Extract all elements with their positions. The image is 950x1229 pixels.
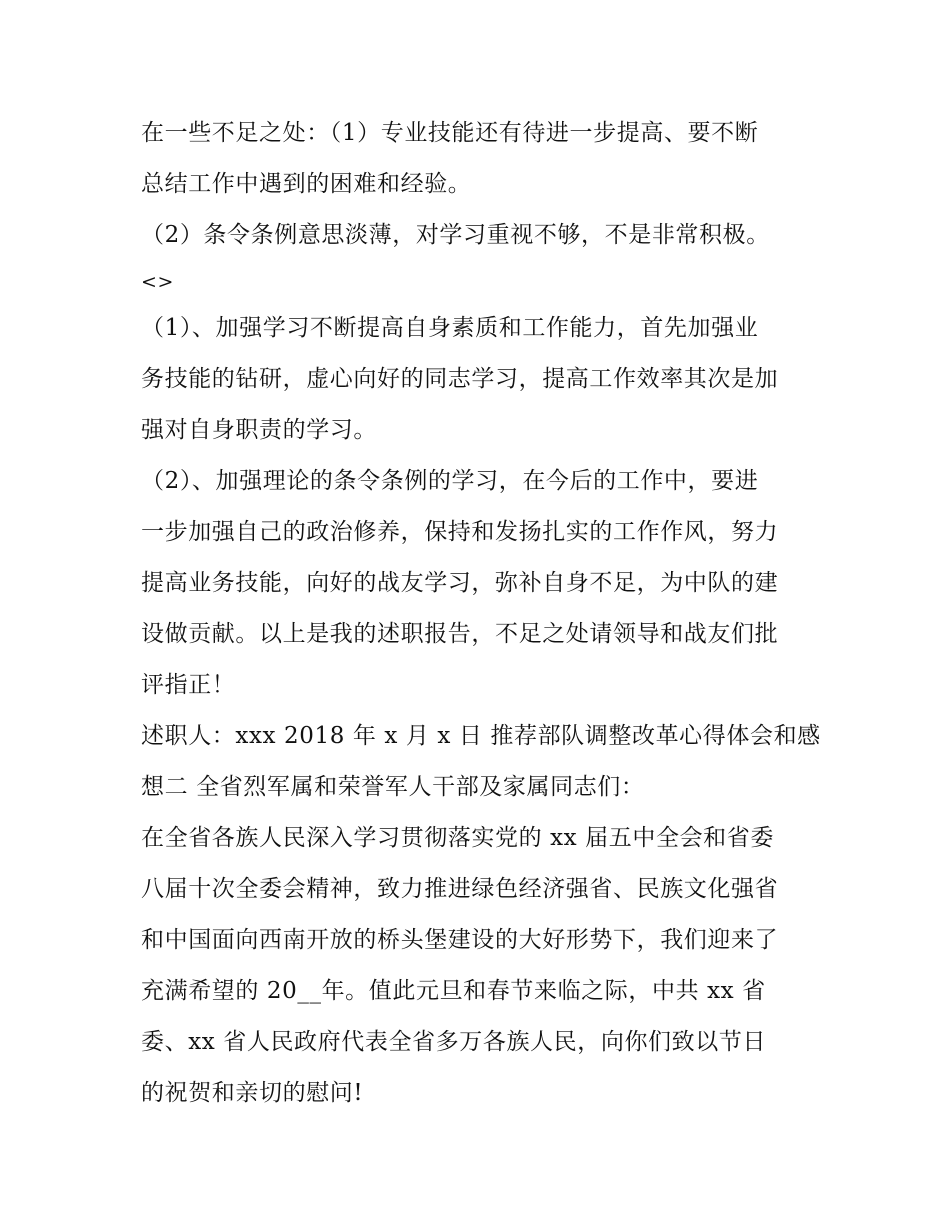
text-line: 委、xx 省人民政府代表全省多万各族人民，向你们致以节日 (141, 1029, 767, 1055)
text-line: 设做贡献。以上是我的述职报告，不足之处请领导和战友们批 (141, 621, 779, 647)
text-line: 评指正！ (141, 672, 236, 698)
text-line: 想二 全省烈军属和荣誉军人干部及家属同志们： (141, 774, 645, 800)
text-line: （1）、加强学习不断提高自身素质和工作能力，首先加强业 (141, 315, 759, 341)
text-line: （2）条令条例意思淡薄，对学习重视不够，不是非常积极。 (141, 222, 770, 248)
text-line: 的祝贺和亲切的慰问! (141, 1080, 364, 1106)
text-line: 述职人：xxx 2018 年 x 月 x 日 推荐部队调整改革心得体会和感 (141, 723, 821, 749)
text-line: <> (141, 271, 175, 293)
document-body (141, 108, 821, 1119)
text-line: 提高业务技能，向好的战友学习，弥补自身不足，为中队的建 (141, 570, 779, 596)
text-line: 一步加强自己的政治修养，保持和发扬扎实的工作作风，努力 (141, 519, 779, 545)
text-line: 强对自身职责的学习。 (141, 417, 377, 443)
text-line: 充满希望的 20__年。值此元旦和春节来临之际，中共 xx 省 (141, 978, 766, 1004)
text-line: 务技能的钻研，虚心向好的同志学习，提高工作效率其次是加 (141, 366, 779, 392)
text-line: 总结工作中遇到的困难和经验。 (141, 171, 472, 197)
text-line: 在一些不足之处：（1）专业技能还有待进一步提高、要不断 (141, 120, 759, 146)
text-line: 和中国面向西南开放的桥头堡建设的大好形势下，我们迎来了 (141, 927, 779, 953)
text-line: （2）、加强理论的条令条例的学习，在今后的工作中，要进 (141, 468, 759, 494)
text-line: 八届十次全委会精神，致力推进绿色经济强省、民族文化强省 (141, 876, 779, 902)
text-line: 在全省各族人民深入学习贯彻落实党的 xx 届五中全会和省委 (141, 825, 774, 851)
